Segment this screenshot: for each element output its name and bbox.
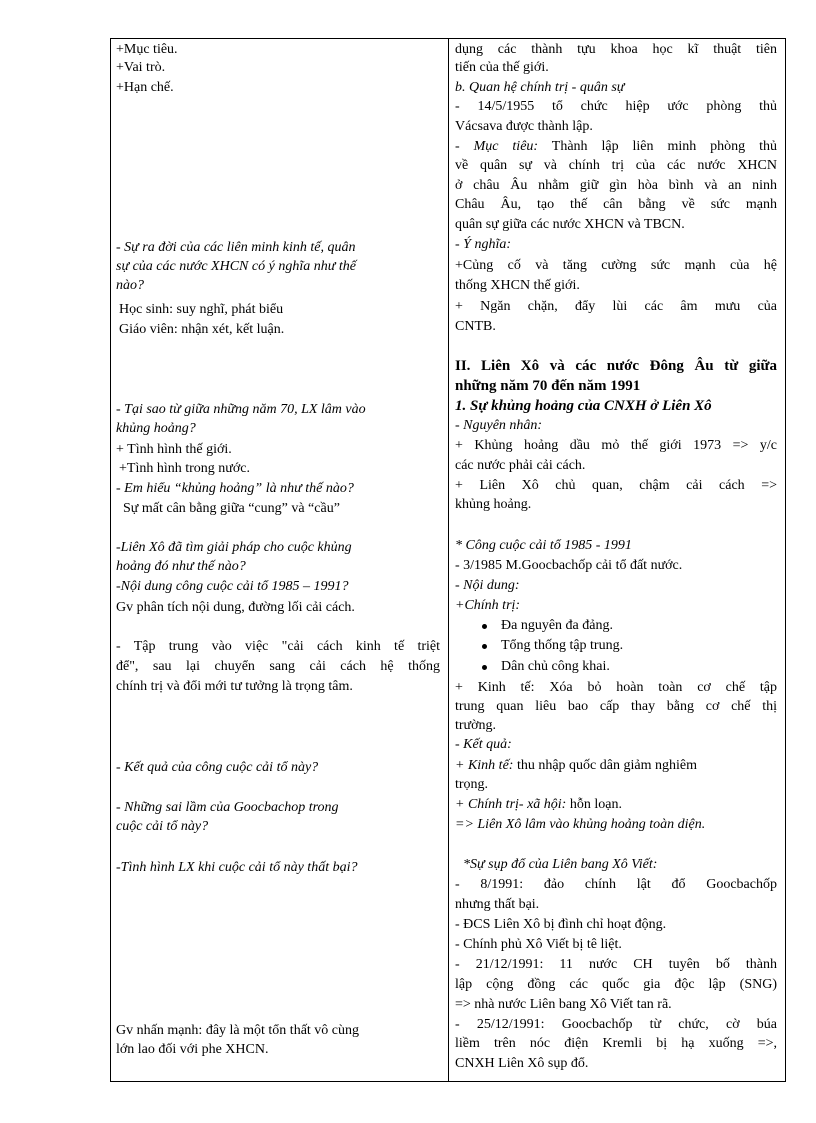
text-line: tiến của thế giới. <box>455 60 549 75</box>
text-line: + Kinh tế: Xóa bỏ hoàn toàn cơ chế tập <box>455 680 777 695</box>
question-line: -Nội dung công cuộc cải tổ 1985 – 1991? <box>116 579 349 594</box>
text-line: CNXH Liên Xô sụp đổ. <box>455 1056 589 1071</box>
question-line: -Liên Xô đã tìm giải pháp cho cuộc khủng <box>116 540 352 555</box>
text-line: liềm trên nóc điện Kremli bị hạ xuống =>, <box>455 1036 777 1051</box>
question-line: sự của các nước XHCN có ý nghĩa như thế <box>116 259 356 274</box>
text-segment: thu nhập quốc dân giảm nghiêm <box>513 758 697 773</box>
text-line: CNTB. <box>455 319 496 334</box>
subheading: *Sự sụp đổ của Liên bang Xô Viết: <box>463 857 658 872</box>
question-line: -Tình hình LX khi cuộc cải tổ này thất bại? <box>116 860 358 875</box>
text-line: - 8/1991: đảo chính lật đổ Goocbachốp <box>455 877 777 892</box>
subsection-heading: 1. Sự khủng hoảng của CNXH ở Liên Xô <box>455 398 712 414</box>
conclusion-line: => Liên Xô lâm vào khủng hoảng toàn diện. <box>455 817 706 832</box>
text-line: Gv nhấn mạnh: đây là một tổn thất vô cùng <box>116 1023 360 1038</box>
question-line: - Tại sao từ giữa những năm 70, LX lâm vào <box>116 402 366 417</box>
bullet-item: Tổng thống tập trung. <box>501 638 624 653</box>
text-line: +Mục tiêu. <box>116 42 178 57</box>
text-line: lập cộng đồng các quốc gia độc lập (SNG) <box>455 977 777 992</box>
text-line: quân sự giữa các nước XHCN và TBCN. <box>455 217 685 232</box>
text-line: về quân sự và chính trị của các nước XHCN <box>455 158 777 173</box>
text-line <box>455 757 697 775</box>
text-line: - 25/12/1991: Goocbachốp từ chức, cờ búa <box>455 1017 777 1032</box>
text-line: +Tình hình trong nước. <box>119 461 250 476</box>
question-line: - Sự ra đời của các liên minh kinh tế, quân <box>116 240 356 255</box>
question-line: cuộc cải tổ này? <box>116 819 209 834</box>
text-line <box>455 138 777 156</box>
text-line: trung quan liêu bao cấp thay bằng cơ chế thị <box>455 699 777 714</box>
lesson-content-column <box>449 39 785 1081</box>
text-line: +Củng cố và tăng cường sức mạnh của hệ <box>455 258 777 273</box>
bullet-item: Đa nguyên đa đảng. <box>501 618 613 633</box>
subheading: b. Quan hệ chính trị - quân sự <box>455 80 625 95</box>
text-line: Học sinh: suy nghĩ, phát biểu <box>119 302 284 317</box>
text-line: để", sau lại chuyển sang cải cách hệ thống <box>116 659 440 674</box>
text-segment: hỗn loạn. <box>566 797 622 812</box>
text-line: ở châu Âu nhằm giữ gìn hòa bình và an ninh <box>455 178 777 193</box>
text-segment: Thành lập liên minh phòng thủ <box>538 139 777 154</box>
text-line: trường. <box>455 718 497 733</box>
text-line: chính trị và đổi mới tư tưởng là trọng tâm. <box>116 679 353 694</box>
text-line: Châu Âu, tạo thế cân bằng về sức mạnh <box>455 197 777 212</box>
bullet-icon <box>482 644 487 649</box>
text-line: thống XHCN thế giới. <box>455 278 580 293</box>
label-y-nghia: - Ý nghĩa: <box>455 237 511 252</box>
lesson-table <box>110 38 786 1082</box>
text-line: Giáo viên: nhận xét, kết luận. <box>119 322 285 337</box>
text-line: dụng các thành tựu khoa học kĩ thuật tiên <box>455 42 777 57</box>
label-noi-dung: - Nội dung: <box>455 578 520 593</box>
bullet-icon <box>482 624 487 629</box>
text-line <box>455 796 622 814</box>
text-line: +Vai trò. <box>116 60 166 75</box>
text-line: lớn lao đối với phe XHCN. <box>116 1042 269 1057</box>
text-line: nhưng thất bại. <box>455 897 540 912</box>
label-ket-qua: - Kết quả: <box>455 737 512 752</box>
text-line: + Liên Xô chủ quan, chậm cải cách => <box>455 478 777 493</box>
text-line: - Tập trung vào việc "cải cách kinh tế triệt <box>116 639 440 654</box>
text-line: +Hạn chế. <box>116 80 174 95</box>
text-line: => nhà nước Liên bang Xô Viết tan rã. <box>455 997 672 1012</box>
text-line: + Tình hình thế giới. <box>116 442 232 457</box>
text-line: Sự mất cân bằng giữa “cung” và “cầu” <box>123 501 340 516</box>
question-line: nào? <box>116 278 144 293</box>
label-muc-tieu: - Mục tiêu: <box>455 139 539 154</box>
section-heading: những năm 70 đến năm 1991 <box>455 378 641 394</box>
question-line: - Kết quả của công cuộc cải tổ này? <box>116 760 319 775</box>
text-line: - Chính phủ Xô Viết bị tê liệt. <box>455 937 622 952</box>
bullet-icon <box>482 665 487 670</box>
text-line: Vácsava được thành lập. <box>455 119 593 134</box>
label-kinh-te: + Kinh tế: <box>455 758 514 773</box>
question-line: hoảng đó như thế nào? <box>116 559 246 574</box>
text-line: khủng hoảng. <box>455 497 532 512</box>
subheading: * Công cuộc cải tổ 1985 - 1991 <box>455 538 632 553</box>
label-chinh-tri: +Chính trị: <box>455 598 521 613</box>
label-nguyen-nhan: - Nguyên nhân: <box>455 418 543 433</box>
text-line: - 14/5/1955 tổ chức hiệp ước phòng thủ <box>455 99 777 114</box>
text-line: - ĐCS Liên Xô bị đình chỉ hoạt động. <box>455 917 667 932</box>
bullet-item: Dân chủ công khai. <box>501 659 610 674</box>
text-line: trọng. <box>455 777 489 792</box>
text-line: + Khủng hoảng dầu mỏ thế giới 1973 => y/c <box>455 438 777 453</box>
question-line: - Những sai lầm của Goocbachop trong <box>116 800 339 815</box>
text-line: + Ngăn chặn, đẩy lùi các âm mưu của <box>455 299 777 314</box>
question-line: - Em hiểu “khủng hoảng” là như thế nào? <box>116 481 354 496</box>
text-line: - 21/12/1991: 11 nước CH tuyên bố thành <box>455 957 777 972</box>
section-heading: II. Liên Xô và các nước Đông Âu từ giữa <box>455 358 777 374</box>
text-line: các nước phải cải cách. <box>455 458 586 473</box>
label-chinh-tri-xa-hoi: + Chính trị- xã hội: <box>455 797 567 812</box>
text-line: - 3/1985 M.Goocbachốp cải tổ đất nước. <box>455 558 683 573</box>
question-line: khủng hoảng? <box>116 421 196 436</box>
teacher-student-activities-column <box>111 39 449 1081</box>
text-line: Gv phân tích nội dung, đường lối cải cách. <box>116 600 355 615</box>
